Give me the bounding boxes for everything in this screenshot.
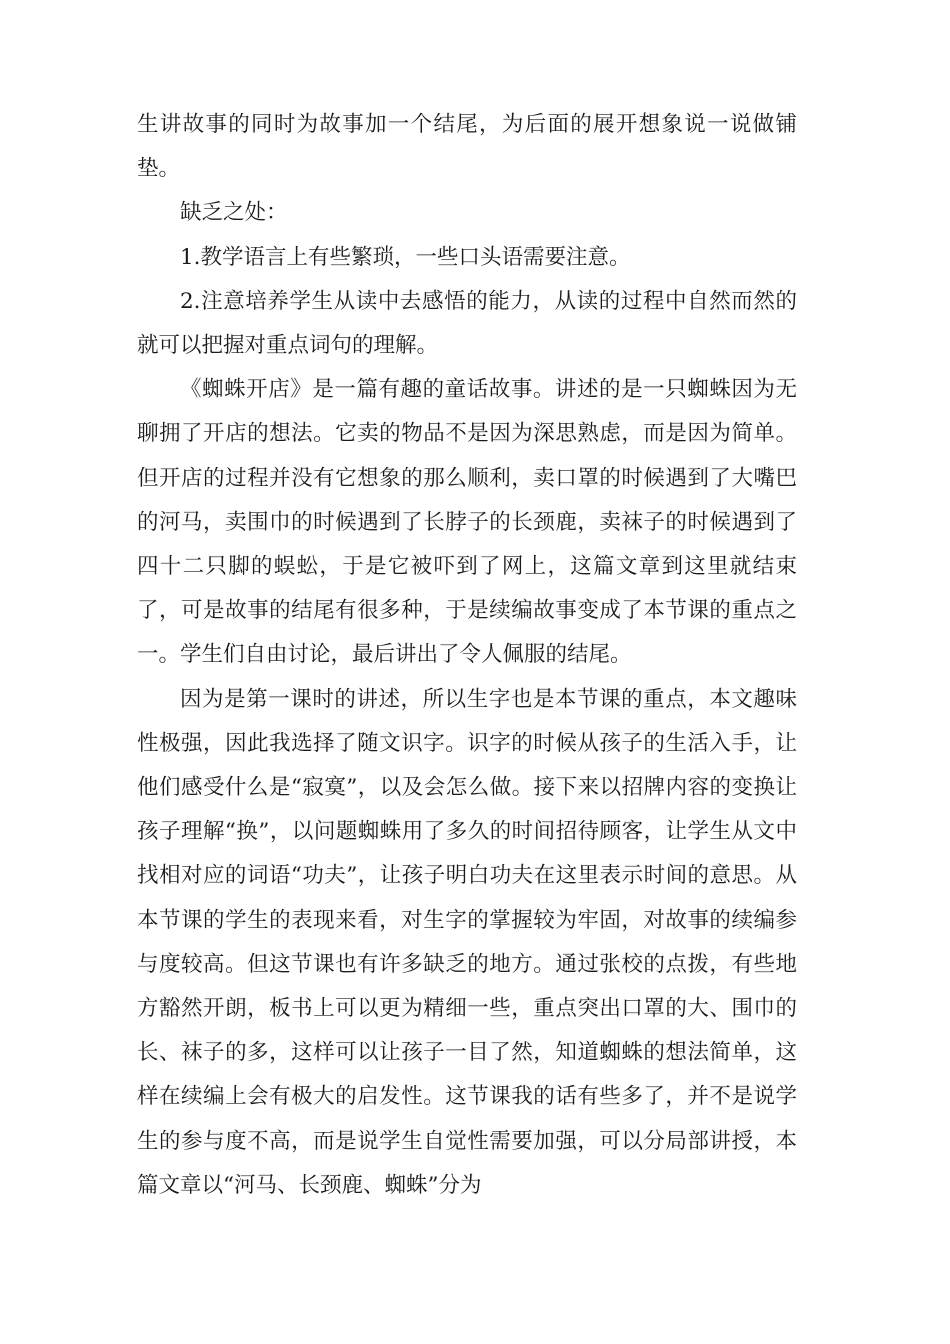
paragraph-shortcoming-2: 2.注意培养学生从读中去感悟的能力，从读的过程中自然而然的就可以把握对重点词句的理解。 (137, 288, 797, 359)
paragraph-story-summary: 《蜘蛛开店》是一篇有趣的童话故事。讲述的是一只蜘蛛因为无聊拥了开店的想法。它卖的物品不是因为深思熟虑，而是因为简单。但开店的过程并没有它想象的那么顺利，卖口罩的时候遇到了大嘴巴的河马，卖围巾的时候遇到了长脖子的长颈鹿，卖袜子的时候遇到了四十二只脚的蜈蚣，于是它被吓到了网上，这篇文章到这里就结束了，可是故事的结尾有很多种，于是续编故事变成了本节课的重点之一。学生们自由讨论，最后讲出了令人佩服的结尾。 (137, 377, 797, 668)
document-body (137, 103, 797, 1208)
paragraph-shortcomings-heading: 缺乏之处： (180, 200, 288, 226)
paragraph-story-ending: 生讲故事的同时为故事加一个结尾，为后面的展开想象说一说做铺垫。 (137, 112, 797, 182)
paragraph-lesson-reflection: 因为是第一课时的讲述，所以生字也是本节课的重点，本文趣味性极强，因此我选择了随文识字。识字的时候从孩子的生活入手，让他们感受什么是“寂寞”，以及会怎么做。接下来以招牌内容的变换让孩子理解“换”，以问题蜘蛛用了多久的时间招待顾客，让学生从文中找相对应的词语“功夫”，让孩子明白功夫在这里表示时间的意思。从本节课的学生的表现来看，对生字的掌握较为牢固，对故事的续编参与度较高。但这节课也有许多缺乏的地方。通过张校的点拨，有些地方豁然开朗，板书上可以更为精细一些，重点突出口罩的大、围巾的长、袜子的多，这样可以让孩子一目了然，知道蜘蛛的想法简单，这样在续编上会有极大的启发性。这节课我的话有些多了，并不是说学生的参与度不高，而是说学生自觉性需要加强，可以分局部讲授，本篇文章以“河马、长颈鹿、蜘蛛”分为 (137, 686, 797, 1198)
paragraph-shortcoming-1: 1.教学语言上有些繁琐，一些口头语需要注意。 (180, 244, 631, 270)
